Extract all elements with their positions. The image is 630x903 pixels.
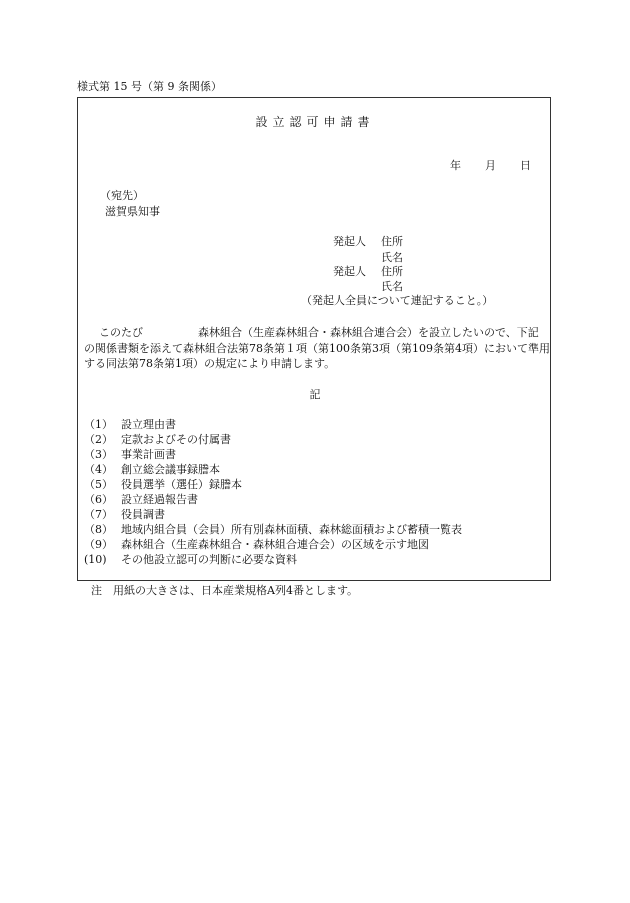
promoter-1-address-label: 住所 bbox=[381, 235, 403, 248]
list-item-number: （5） bbox=[84, 478, 113, 491]
list-item-text: 役員調書 bbox=[121, 508, 165, 521]
list-item bbox=[84, 478, 242, 492]
body-paragraph-line-1: このたび 森林組合（生産森林組合・森林組合連合会）を設立したいので、下記 bbox=[99, 326, 539, 339]
form-number: 様式第 15 号（第 9 条関係） bbox=[77, 80, 222, 93]
list-item-number: （7） bbox=[84, 508, 113, 521]
date-year: 年 bbox=[450, 159, 461, 172]
list-item bbox=[84, 493, 198, 507]
list-item bbox=[84, 433, 231, 447]
date-month: 月 bbox=[485, 159, 496, 172]
list-item bbox=[84, 508, 165, 522]
promoter-1-role: 発起人 bbox=[333, 235, 366, 248]
list-item-text: 創立総会議事録謄本 bbox=[121, 463, 220, 476]
list-item-number: （2） bbox=[84, 433, 113, 446]
list-item-text: 森林組合（生産森林組合・森林組合連合会）の区域を示す地図 bbox=[121, 538, 429, 551]
list-item bbox=[84, 463, 220, 477]
promoter-2-name-label: 氏名 bbox=[381, 280, 403, 293]
list-item-number: （4） bbox=[84, 463, 113, 476]
list-item-text: 設立理由書 bbox=[121, 418, 176, 431]
list-item-text: 役員選挙（選任）録謄本 bbox=[121, 478, 242, 491]
list-item-number: （1） bbox=[84, 418, 113, 431]
list-item-text: 設立経過報告書 bbox=[121, 493, 198, 506]
promoter-2-role: 発起人 bbox=[333, 265, 366, 278]
list-item-text: その他設立認可の判断に必要な資料 bbox=[121, 553, 297, 566]
list-item-number: （3） bbox=[84, 448, 113, 461]
document-title: 設立認可申請書 bbox=[255, 115, 375, 129]
list-item-number: （8） bbox=[84, 523, 113, 536]
body-paragraph-line-3: する同法第78条第1項）の規定により申請します。 bbox=[84, 357, 336, 370]
body-paragraph-line-2: の関係書類を添えて森林組合法第78条第１項（第100条第3項（第109条第4項）において準用 bbox=[84, 342, 550, 355]
list-item bbox=[84, 553, 297, 567]
promoters-note: （発起人全員について連記すること。） bbox=[301, 294, 494, 307]
list-item-text: 定款およびその付属書 bbox=[121, 433, 231, 446]
promoter-2-address-label: 住所 bbox=[381, 265, 403, 278]
date-day: 日 bbox=[520, 159, 531, 172]
list-item bbox=[84, 448, 176, 462]
list-item-number: (10) bbox=[84, 553, 107, 566]
list-item bbox=[84, 523, 462, 537]
addressee: 滋賀県知事 bbox=[105, 205, 160, 218]
list-item bbox=[84, 418, 176, 432]
ki-heading: 記 bbox=[309, 388, 321, 401]
list-item bbox=[84, 538, 429, 552]
list-item-text: 地域内組合員（会員）所有別森林面積、森林総面積および蓄積一覧表 bbox=[121, 523, 462, 536]
promoter-1-name-label: 氏名 bbox=[381, 251, 403, 264]
list-item-text: 事業計画書 bbox=[121, 448, 176, 461]
footnote: 注 用紙の大きさは、日本産業規格A列4番とします。 bbox=[91, 584, 359, 597]
addressee-label: （宛先） bbox=[100, 189, 144, 202]
list-item-number: （9） bbox=[84, 538, 113, 551]
list-item-number: （6） bbox=[84, 493, 113, 506]
date-line bbox=[450, 159, 531, 173]
